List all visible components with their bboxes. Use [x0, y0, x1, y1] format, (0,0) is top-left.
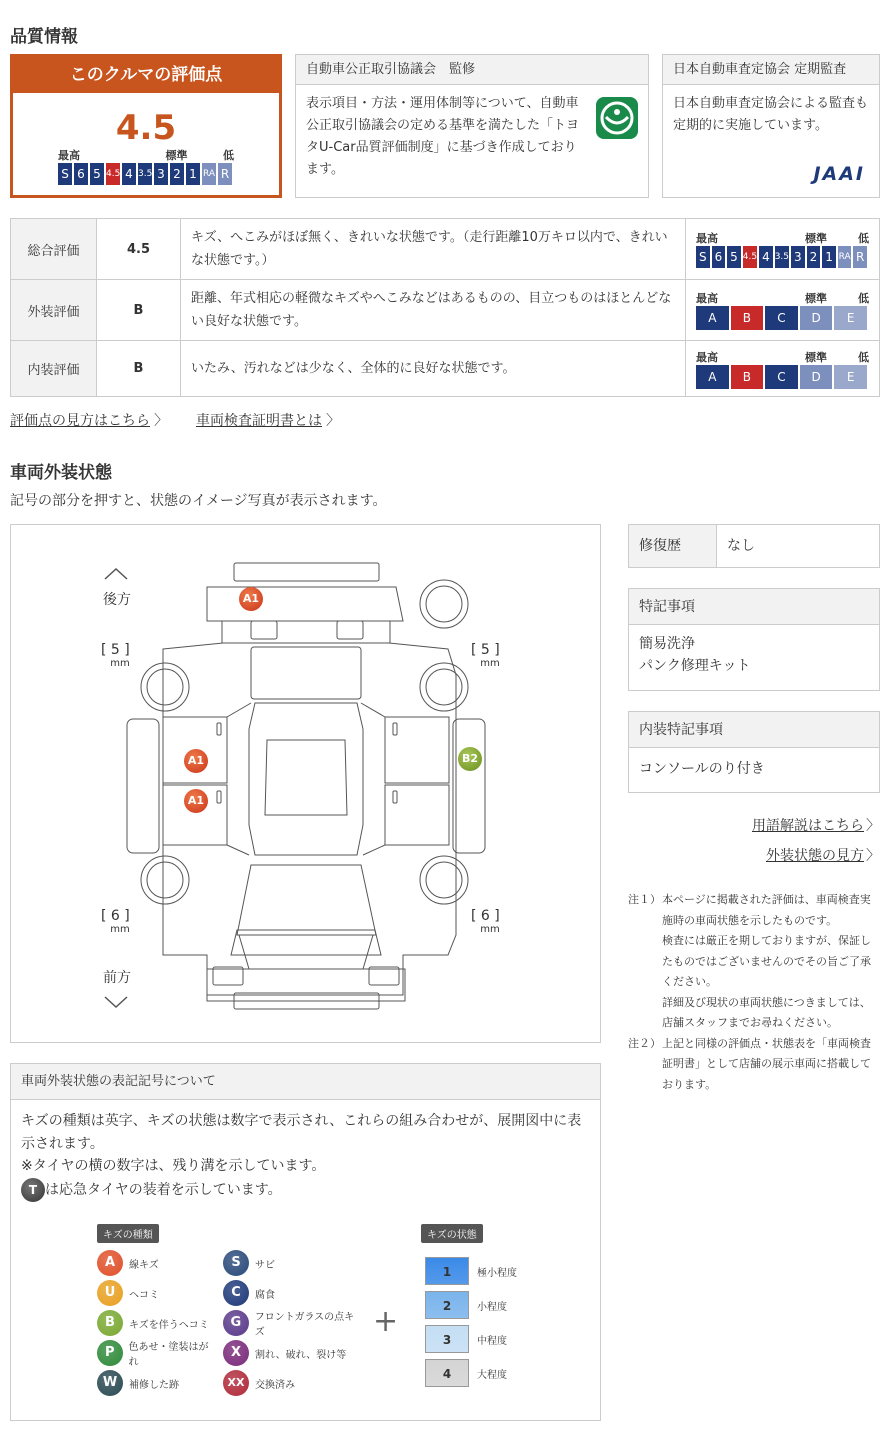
scale-cell: R	[218, 163, 232, 185]
scale-cell: 4	[759, 246, 773, 268]
exterior-title: 車両外装状態	[10, 463, 112, 483]
tread-front-left: [ 6 ] mm	[101, 908, 130, 935]
scale-label-low: 低	[223, 149, 234, 162]
score-guide-link-wrap[interactable]	[10, 410, 168, 430]
legend-text	[11, 1100, 600, 1202]
scale-label: 最高	[696, 232, 718, 245]
special-item: パンク修理キット	[639, 658, 751, 674]
scale-label: 最高	[696, 350, 718, 364]
damage-level-name: 小程度	[477, 1301, 507, 1313]
scale-cell: A	[696, 365, 729, 389]
damage-type-badge: XX	[223, 1370, 249, 1396]
scale-cell: 2	[170, 163, 184, 185]
types-tag-label: キズの種類	[97, 1224, 159, 1243]
tread-unit: mm	[480, 924, 500, 935]
glossary-link-wrap[interactable]	[752, 815, 880, 835]
damage-level-item	[425, 1356, 565, 1390]
evaluation-row	[11, 280, 880, 341]
eval-description: キズ、へこみがほぼ無く、きれいな状態です。（走行距離10万キロ以内で、きれいな状態です。）	[181, 219, 686, 280]
jaai-logo: JAAI	[813, 163, 865, 185]
repair-value: なし	[727, 538, 755, 554]
tread-rear-left: [ 5 ] mm	[101, 642, 130, 669]
scale-cell: C	[765, 365, 798, 389]
special-title: 特記事項	[629, 589, 879, 625]
scale-cell: 6	[74, 163, 88, 185]
scale-cell: 4.5	[106, 163, 120, 185]
chevron-right-icon: 〉	[326, 413, 340, 429]
evaluation-table	[10, 218, 880, 397]
eval-grade: B	[97, 280, 181, 341]
legend-line3	[21, 1178, 590, 1202]
damage-marker-left-rear-door[interactable]: A1	[184, 749, 208, 773]
damage-level-name: 中程度	[477, 1335, 507, 1347]
interior-title: 内装特記事項	[629, 712, 879, 748]
damage-type-name: フロントガラスの点キズ	[254, 1312, 355, 1338]
scale-cell: 1	[822, 246, 836, 268]
tread-front-right: [ 6 ] mm	[471, 908, 500, 935]
scale-cell: S	[58, 163, 72, 185]
eval-label: 外装評価	[11, 280, 97, 341]
tread-front-left-value: 6	[110, 908, 120, 924]
legend-line2: ※タイヤの横の数字は、残り溝を示しています。	[21, 1158, 326, 1174]
spare-tire-badge: T	[21, 1178, 45, 1202]
tread-unit: mm	[110, 658, 130, 669]
damage-level-name: 大程度	[477, 1369, 507, 1381]
interior-item: コンソールのり付き	[639, 761, 765, 777]
scale-label-std: 標準	[165, 149, 188, 162]
eval-description: いたみ、汚れなどは少なく、全体的に良好な状態です。	[181, 341, 686, 397]
scale-cell: RA	[838, 246, 852, 268]
damage-level-item	[425, 1288, 565, 1322]
tread-front-right-value: 6	[480, 908, 490, 924]
audit-panel-1-body: 表示項目・方法・運用体制等について、自動車公正取引協議会の定める基準を満たした「トヨタU-Car品質評価制度」に基づき作成しております。	[306, 96, 580, 177]
tread-unit: mm	[110, 924, 130, 935]
tread-rear-right: [ 5 ] mm	[471, 642, 500, 669]
note-line: 上記と同様の評価点・状態表を「車両検査証明書」として店舗の展示車両に搭載しております。	[662, 1036, 871, 1091]
eval-label: 内装評価	[11, 341, 97, 397]
scale-cell: S	[696, 246, 710, 268]
levels-tag	[421, 1224, 483, 1243]
scale-cell: D	[800, 365, 833, 389]
damage-level-badge: 2	[425, 1291, 469, 1319]
scale-cell: B	[731, 365, 764, 389]
damage-type-name: サビ	[255, 1259, 275, 1271]
damage-type-badge: X	[223, 1340, 249, 1366]
damage-type-item	[223, 1368, 363, 1398]
scale-cell: RA	[202, 163, 216, 185]
exterior-subtitle: 記号の部分を押すと、状態のイメージ写真が表示されます。	[10, 493, 387, 509]
damage-type-item	[97, 1248, 217, 1278]
scale-label: 最高	[696, 292, 718, 305]
scale-cell: 4	[122, 163, 136, 185]
damage-type-item	[97, 1278, 217, 1308]
interior-notes	[628, 711, 880, 793]
damage-marker-right-side[interactable]: B2	[458, 747, 482, 771]
score-box	[10, 54, 282, 198]
exterior-diagram	[10, 524, 601, 1043]
scale-label: 低	[858, 232, 869, 245]
exterior-guide-link[interactable]: 外装状態の見方	[766, 848, 864, 864]
score-guide-link[interactable]: 評価点の見方はこちら	[10, 413, 150, 429]
scale-cell: A	[696, 306, 729, 330]
repair-history	[628, 524, 880, 568]
note-line: 検査には厳正を期しておりますが、保証したものではございませんのでその旨ご了承ください。	[662, 934, 871, 988]
damage-type-name: 交換済み	[255, 1379, 295, 1391]
repair-label: 修復歴	[629, 525, 717, 567]
damage-type-badge: S	[223, 1250, 249, 1276]
levels-tag-label: キズの状態	[421, 1224, 483, 1243]
damage-type-name: キズを伴うヘコミ	[129, 1319, 209, 1331]
scale-cell: 5	[727, 246, 741, 268]
eval-grade: B	[97, 341, 181, 397]
legend-box	[10, 1063, 601, 1421]
scale-label: 標準	[805, 232, 827, 245]
damage-type-name: 割れ、破れ、裂け等	[255, 1349, 347, 1361]
scale-cell: E	[834, 365, 867, 389]
types-column-2	[223, 1248, 363, 1398]
damage-level-badge: 3	[425, 1325, 469, 1353]
legend-line3-text: は応急タイヤの装着を示しています。	[45, 1181, 282, 1198]
damage-level-badge: 4	[425, 1359, 469, 1387]
tread-rear-right-value: 5	[480, 642, 490, 658]
damage-type-name: 色あせ・塗装はがれ	[128, 1342, 209, 1368]
damage-type-item	[223, 1278, 363, 1308]
damage-type-badge: P	[97, 1340, 123, 1366]
car-diagram	[11, 525, 600, 1042]
note-item	[628, 890, 880, 1034]
plus-icon: +	[373, 1304, 399, 1339]
audit-panel-2-body: 日本自動車査定協会による監査も定期的に実施しています。	[673, 96, 869, 133]
damage-type-item	[97, 1308, 217, 1338]
tread-rear-left-value: 5	[110, 642, 120, 658]
damage-type-item	[97, 1338, 217, 1368]
scale-label: 低	[858, 292, 869, 305]
eval-scale	[686, 341, 880, 397]
damage-level-name: 極小程度	[477, 1267, 517, 1279]
special-item: 簡易洗浄	[639, 636, 695, 652]
special-list	[629, 625, 879, 685]
eval-description: 距離、年式相応の軽微なキズやへこみなどはあるものの、目立つものはほとんどない良好な状態です。	[181, 280, 686, 341]
note-number: 注２）	[628, 1036, 661, 1050]
scale-cell: 1	[186, 163, 200, 185]
damage-type-name: 線キズ	[129, 1259, 159, 1271]
glossary-link[interactable]: 用語解説はこちら	[752, 818, 864, 834]
damage-level-item	[425, 1254, 565, 1288]
damage-type-item	[223, 1338, 363, 1368]
damage-level-item	[425, 1322, 565, 1356]
scale-cell: 3	[154, 163, 168, 185]
section-title: 品質情報	[10, 27, 78, 47]
scale-cell: 2	[807, 246, 821, 268]
scale-cell: 3.5	[775, 246, 789, 268]
score-scale	[58, 163, 234, 185]
legend-line1: キズの種類は英字、キズの状態は数字で表示され、これらの組み合わせが、展開図中に表示されます。	[21, 1113, 582, 1152]
evaluation-row	[11, 341, 880, 397]
scale-label-high: 最高	[58, 149, 80, 162]
audit-panel-1-title: 自動車公正取引協議会 監修	[296, 55, 648, 85]
scale-cell: 3	[791, 246, 805, 268]
levels-column	[425, 1254, 565, 1390]
damage-type-name: 腐食	[255, 1289, 275, 1301]
note-item	[628, 1034, 880, 1096]
scale-cell: C	[765, 306, 798, 330]
notes	[628, 890, 880, 1095]
eval-label: 総合評価	[11, 219, 97, 280]
scale-cell: 4.5	[743, 246, 757, 268]
eval-grade: 4.5	[97, 219, 181, 280]
damage-marker-left-front-door[interactable]: A1	[184, 789, 208, 813]
scale-cell: 5	[90, 163, 104, 185]
chevron-right-icon: 〉	[154, 413, 168, 429]
exterior-guide-link-wrap[interactable]	[766, 845, 880, 865]
chevron-right-icon: 〉	[866, 848, 880, 864]
damage-type-badge: G	[223, 1310, 249, 1336]
score-value: 4.5	[115, 108, 177, 148]
damage-type-name: 補修した跡	[129, 1379, 179, 1391]
scale-label: 標準	[805, 350, 827, 364]
types-column-1	[97, 1248, 217, 1398]
scale-cell: B	[731, 306, 764, 330]
damage-type-name: ヘコミ	[129, 1289, 159, 1301]
audit-panel-1	[295, 54, 649, 198]
damage-type-badge: A	[97, 1250, 123, 1276]
legend-title: 車両外装状態の表記記号について	[11, 1064, 600, 1100]
damage-type-badge: U	[97, 1280, 123, 1306]
damage-type-badge: C	[223, 1280, 249, 1306]
tread-unit: mm	[480, 658, 500, 669]
damage-type-badge: W	[97, 1370, 123, 1396]
evaluation-row	[11, 219, 880, 280]
note-line: 本ページに掲載された評価は、車両検査実施時の車両状態を示したものです。	[662, 893, 871, 927]
scale-label: 低	[858, 350, 869, 364]
special-notes	[628, 588, 880, 691]
scale-cell: 3.5	[138, 163, 152, 185]
chevron-right-icon: 〉	[866, 818, 880, 834]
types-tag	[97, 1224, 159, 1243]
scale-label: 標準	[805, 292, 827, 305]
vehicle-cert-link[interactable]: 車両検査証明書とは	[196, 413, 322, 429]
damage-marker-rear[interactable]: A1	[239, 587, 263, 611]
scale-cell: R	[853, 246, 867, 268]
damage-type-item	[223, 1248, 363, 1278]
score-header: このクルマの評価点	[13, 57, 279, 93]
damage-type-item	[223, 1308, 363, 1338]
scale-cell: 6	[712, 246, 726, 268]
damage-type-item	[97, 1368, 217, 1398]
note-number: 注１）	[628, 893, 661, 906]
eval-scale	[686, 219, 880, 280]
vehicle-cert-link-wrap[interactable]	[196, 410, 340, 430]
audit-panel-2	[662, 54, 880, 198]
scale-cell: D	[800, 306, 833, 330]
damage-type-badge: B	[97, 1310, 123, 1336]
audit-panel-2-title: 日本自動車査定協会 定期監査	[663, 55, 879, 85]
eval-scale	[686, 280, 880, 341]
scale-cell: E	[834, 306, 867, 330]
front-label: 前方	[103, 970, 131, 986]
rear-label: 後方	[103, 592, 131, 608]
damage-level-badge: 1	[425, 1257, 469, 1285]
fair-trade-council-logo-icon	[596, 97, 638, 139]
note-line: 詳細及び現状の車両状態につきましては、店舗スタッフまでお尋ねください。	[662, 995, 871, 1029]
score-scale-wrap	[58, 147, 234, 185]
